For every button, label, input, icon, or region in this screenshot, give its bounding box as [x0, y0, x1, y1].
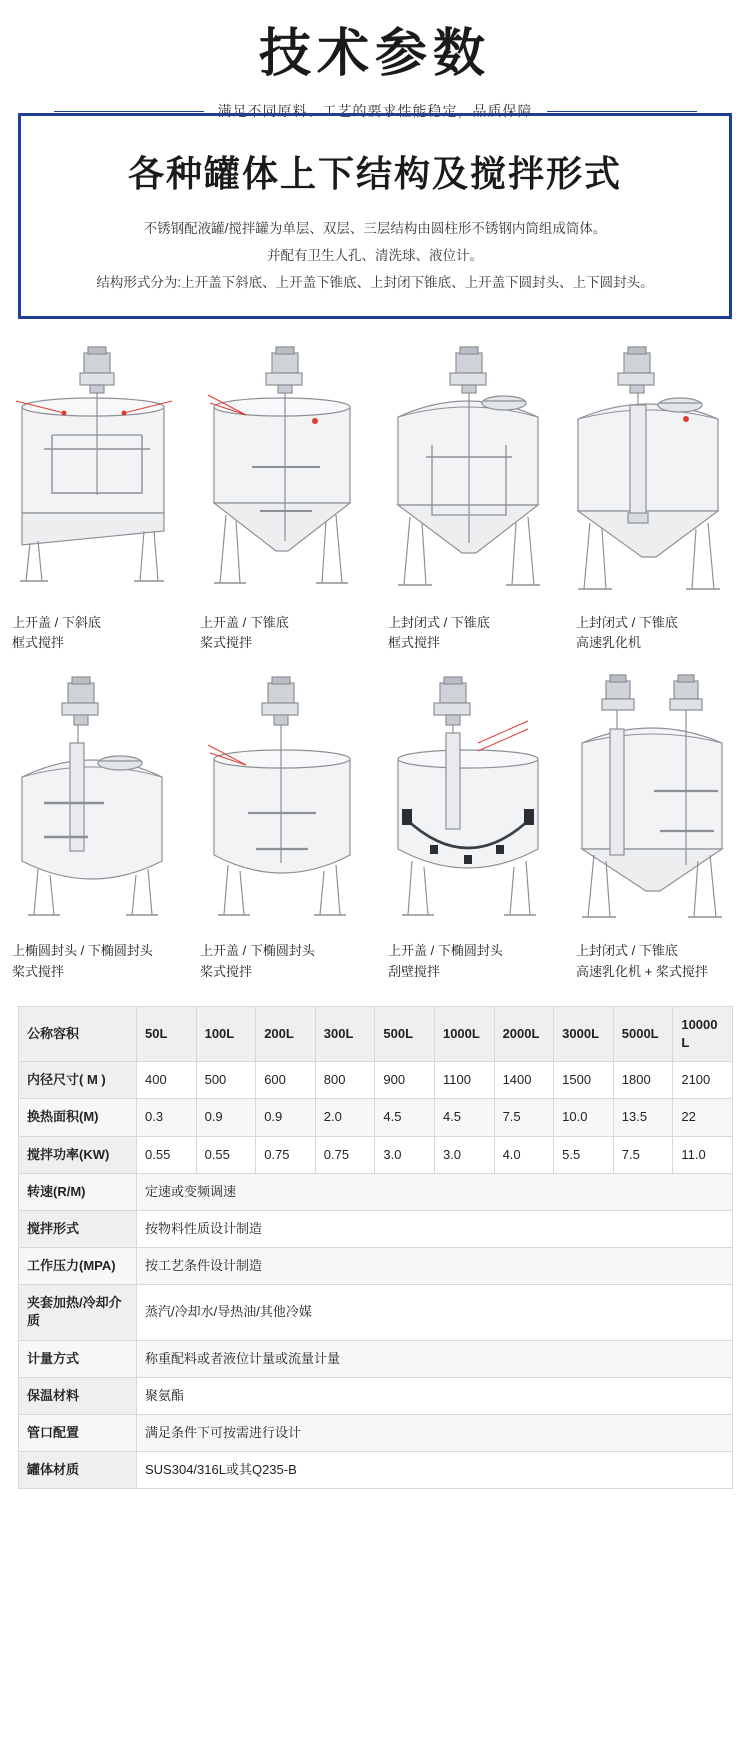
product-caption [568, 941, 748, 981]
table-cell: 3.0 [434, 1136, 494, 1173]
table-row [19, 1062, 733, 1099]
table-header-cell: 100L [196, 1006, 256, 1061]
table-cell: 11.0 [673, 1136, 733, 1173]
table-cell: 4.5 [434, 1099, 494, 1136]
caption-line-2: 刮壁搅拌 [388, 963, 441, 979]
table-row [19, 1377, 733, 1414]
row-label: 搅拌功率(KW) [19, 1136, 137, 1173]
table-cell: 2100 [673, 1062, 733, 1099]
row-label: 管口配置 [19, 1415, 137, 1452]
product-cell [564, 673, 750, 987]
table-row [19, 1452, 733, 1489]
table-cell: 1800 [613, 1062, 673, 1099]
caption-line-2: 高速乳化机 [576, 635, 642, 651]
table-cell: 600 [256, 1062, 316, 1099]
caption-line-1: 上椭圆封头 / 下椭圆封头 [12, 943, 153, 959]
caption-line-1: 上封闭式 / 下锥底 [388, 615, 490, 631]
box-paragraph-2: 并配有卫生人孔、清洗球、液位计。 [267, 248, 483, 264]
product-cell [188, 673, 376, 987]
divider-left [54, 111, 204, 112]
tank-figure-closed-cone-emulsifier-paddle [568, 673, 748, 933]
table-cell: 7.5 [613, 1136, 673, 1173]
tank-figure-dished-both-paddle [4, 673, 184, 933]
product-caption [380, 941, 560, 981]
row-label: 工作压力(MPA) [19, 1248, 137, 1285]
row-label: 转速(R/M) [19, 1173, 137, 1210]
table-cell: 0.55 [137, 1136, 197, 1173]
table-header-cell: 公称容积 [19, 1006, 137, 1061]
spec-table [18, 1006, 733, 1490]
table-cell: 400 [137, 1062, 197, 1099]
product-grid-row-1 [0, 345, 750, 659]
table-header-row [19, 1006, 733, 1061]
table-cell: 按物料性质设计制造 [137, 1210, 733, 1247]
table-cell: 2.0 [315, 1099, 375, 1136]
product-cell [0, 673, 188, 987]
caption-line-1: 上封闭式 / 下锥底 [576, 943, 678, 959]
table-cell: 0.75 [315, 1136, 375, 1173]
row-label: 内径尺寸( M ) [19, 1062, 137, 1099]
row-label: 夹套加热/冷却介质 [19, 1285, 137, 1340]
product-cell [564, 345, 750, 659]
product-caption [380, 613, 560, 653]
table-header-cell: 3000L [554, 1006, 614, 1061]
caption-line-1: 上开盖 / 下锥底 [200, 615, 289, 631]
table-cell: 0.55 [196, 1136, 256, 1173]
product-caption [4, 613, 184, 653]
table-header-cell: 2000L [494, 1006, 554, 1061]
table-cell: 1400 [494, 1062, 554, 1099]
divider-right [547, 111, 697, 112]
table-row [19, 1099, 733, 1136]
table-header-cell: 10000L [673, 1006, 733, 1061]
table-cell: 0.9 [256, 1099, 316, 1136]
table-cell: 1100 [434, 1062, 494, 1099]
table-row [19, 1210, 733, 1247]
table-cell: 0.75 [256, 1136, 316, 1173]
product-cell [376, 345, 564, 659]
table-row [19, 1173, 733, 1210]
table-cell: 定速或变频调速 [137, 1173, 733, 1210]
product-caption [192, 613, 372, 653]
table-cell: 聚氨酯 [137, 1377, 733, 1414]
caption-line-2: 桨式搅拌 [12, 963, 65, 979]
table-header-cell: 200L [256, 1006, 316, 1061]
product-caption [192, 941, 372, 981]
table-header-cell: 500L [375, 1006, 435, 1061]
table-cell: 3.0 [375, 1136, 435, 1173]
table-cell: 4.5 [375, 1099, 435, 1136]
table-cell: 满足条件下可按需进行设计 [137, 1415, 733, 1452]
table-header-cell: 50L [137, 1006, 197, 1061]
caption-line-1: 上开盖 / 下椭圆封头 [200, 943, 315, 959]
table-cell: 7.5 [494, 1099, 554, 1136]
tank-figure-closed-cone-frame [380, 345, 560, 605]
table-cell: 4.0 [494, 1136, 554, 1173]
table-header-cell: 5000L [613, 1006, 673, 1061]
row-label: 保温材料 [19, 1377, 137, 1414]
caption-line-1: 上开盖 / 下椭圆封头 [388, 943, 503, 959]
box-title: 各种罐体上下结构及搅拌形式 [127, 153, 622, 195]
box-paragraph-1: 不锈钢配液罐/搅拌罐为单层、双层、三层结构由圆柱形不锈钢内筒组成筒体。 [143, 221, 607, 237]
table-cell: 500 [196, 1062, 256, 1099]
table-row [19, 1415, 733, 1452]
highlight-box [18, 113, 732, 319]
table-header-cell: 1000L [434, 1006, 494, 1061]
box-paragraph-3: 结构形式分为:上开盖下斜底、上开盖下锥底、上封闭下锥底、上开盖下圆封头、上下圆封头。 [96, 275, 654, 291]
table-cell: 22 [673, 1099, 733, 1136]
row-label: 计量方式 [19, 1340, 137, 1377]
page-title: 技术参数 [258, 25, 491, 83]
table-cell: 900 [375, 1062, 435, 1099]
tank-figure-slanted-bottom-frame [4, 345, 184, 605]
caption-line-1: 上开盖 / 下斜底 [12, 615, 101, 631]
tank-figure-open-dished-paddle [192, 673, 372, 933]
caption-line-2: 桨式搅拌 [200, 635, 253, 651]
table-cell: 13.5 [613, 1099, 673, 1136]
table-cell: 10.0 [554, 1099, 614, 1136]
caption-line-2: 桨式搅拌 [200, 963, 253, 979]
tank-figure-cone-bottom-paddle [192, 345, 372, 605]
table-row [19, 1248, 733, 1285]
row-label: 搅拌形式 [19, 1210, 137, 1247]
table-cell: SUS304/316L或其Q235-B [137, 1452, 733, 1489]
table-cell: 0.3 [137, 1099, 197, 1136]
caption-line-1: 上封闭式 / 下锥底 [576, 615, 678, 631]
product-cell [0, 345, 188, 659]
table-cell: 称重配料或者液位计量或流量计量 [137, 1340, 733, 1377]
caption-line-2: 高速乳化机 + 桨式搅拌 [576, 963, 708, 979]
table-cell: 5.5 [554, 1136, 614, 1173]
row-label: 罐体材质 [19, 1452, 137, 1489]
caption-line-2: 框式搅拌 [388, 635, 441, 651]
table-header-cell: 300L [315, 1006, 375, 1061]
product-caption [4, 941, 184, 981]
row-label: 换热面积(M) [19, 1099, 137, 1136]
table-cell: 800 [315, 1062, 375, 1099]
product-cell [376, 673, 564, 987]
caption-line-2: 框式搅拌 [12, 635, 65, 651]
table-cell: 1500 [554, 1062, 614, 1099]
subtitle-text: 满足不同原料、工艺的要求性能稳定，品质保障 [217, 103, 533, 120]
table-cell: 蒸汽/冷却水/导热油/其他冷媒 [137, 1285, 733, 1340]
table-cell: 按工艺条件设计制造 [137, 1248, 733, 1285]
product-cell [188, 345, 376, 659]
tank-figure-closed-cone-emulsifier [568, 345, 748, 605]
tank-figure-open-dished-scraper [380, 673, 560, 933]
product-caption [568, 613, 748, 653]
table-row [19, 1136, 733, 1173]
table-row [19, 1340, 733, 1377]
table-row [19, 1285, 733, 1340]
table-cell: 0.9 [196, 1099, 256, 1136]
product-grid-row-2 [0, 673, 750, 987]
